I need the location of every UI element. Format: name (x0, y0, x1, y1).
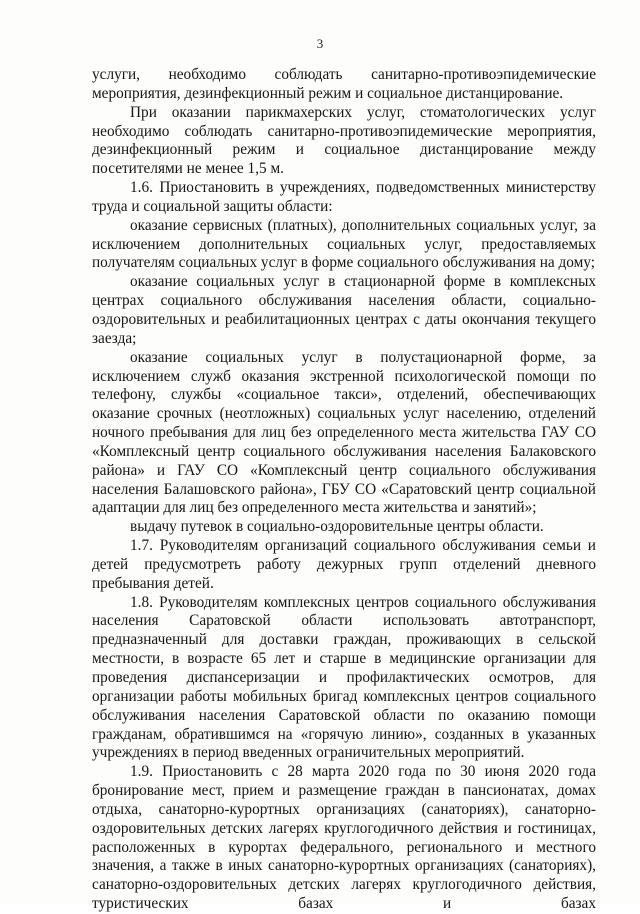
paragraph-1-7: 1.7. Руководителям организаций социального обслуживания семьи и детей предусмотреть работу дежурных групп отделений дневного пребывания детей. (92, 537, 596, 592)
page-number: 3 (316, 36, 324, 51)
paragraph-1-8: 1.8. Руководителям комплексных центров социального обслуживания населения Саратовской области использовать автотранспорт, предназначенный для доставки граждан, проживающих в сельской местности, в возрасте 65 лет и старше в медицинские организации для проведения диспансеризации и профилактических осмотров, для организации работы мобильных бригад комплексных центров социального обслуживания населения Саратовской области по оказанию помощи гражданам, обратившимся на «горячую линию», созданных в указанных учреждениях в период введенных ограничительных мероприятий. (92, 593, 596, 762)
paragraph-continuation: услуги, необходимо соблюдать санитарно-противоэпидемические мероприятия, дезинфекционный режим и социальное дистанцирование. (92, 66, 596, 102)
paragraph-stationary-form: оказание социальных услуг в стационарной форме в комплексных центрах социального обслуживания населения области, социально-оздоровительных и реабилитационных центрах с даты окончания текущего заезда; (92, 273, 596, 347)
paragraph-1-6: 1.6. Приостановить в учреждениях, подведомственных министерству труда и социальной защиты области: (92, 179, 596, 215)
paragraph-hairdresser-services: При оказании парикмахерских услуг, стоматологических услуг необходимо соблюдать санитарно-противоэпидемические мероприятия, дезинфекционный режим и социальное дистанцирование между посетителями не менее 1,5 м. (92, 103, 596, 178)
paragraph-semi-stationary-form: оказание социальных услуг в полустационарной форме, за исключением служб оказания экстренной психологической помощи по телефону, службы «социальное такси», отделений, обеспечивающих оказание срочных (неотложных) социальных услуг населению, отделений ночного пребывания для лиц без определенного места жительства ГАУ СО «Комплексный центр социального обслуживания населения Балаковского района» и ГАУ СО «Комплексный центр социального обслуживания населения Балашовского района», ГБУ СО «Саратовский центр социальной адаптации для лиц без определенного места жительства и занятий»; (92, 348, 596, 517)
paragraph-vouchers: выдачу путевок в социально-оздоровительные центры области. (130, 518, 544, 536)
paragraph-service-paid: оказание сервисных (платных), дополнительных социальных услуг, за исключением дополнительных социальных услуг, предоставляемых получателям социальных услуг в форме социального обслуживания на дому; (92, 216, 596, 272)
paragraph-1-9: 1.9. Приостановить с 28 марта 2020 года по 30 июня 2020 года бронирование мест, прием и размещение граждан в пансионатах, домах отдыха, санаторно-курортных организациях (санаториях), санаторно-оздоровительных детских лагерях круглогодичного действия и гостиницах, расположенных в курортах федерального, регионального и местного значения, а также в иных санаторно-курортных организациях (санаториях), санаторно-оздоровительных детских лагерях круглогодичного действия, туристических базах и базах (92, 763, 596, 913)
document-body (92, 66, 596, 914)
